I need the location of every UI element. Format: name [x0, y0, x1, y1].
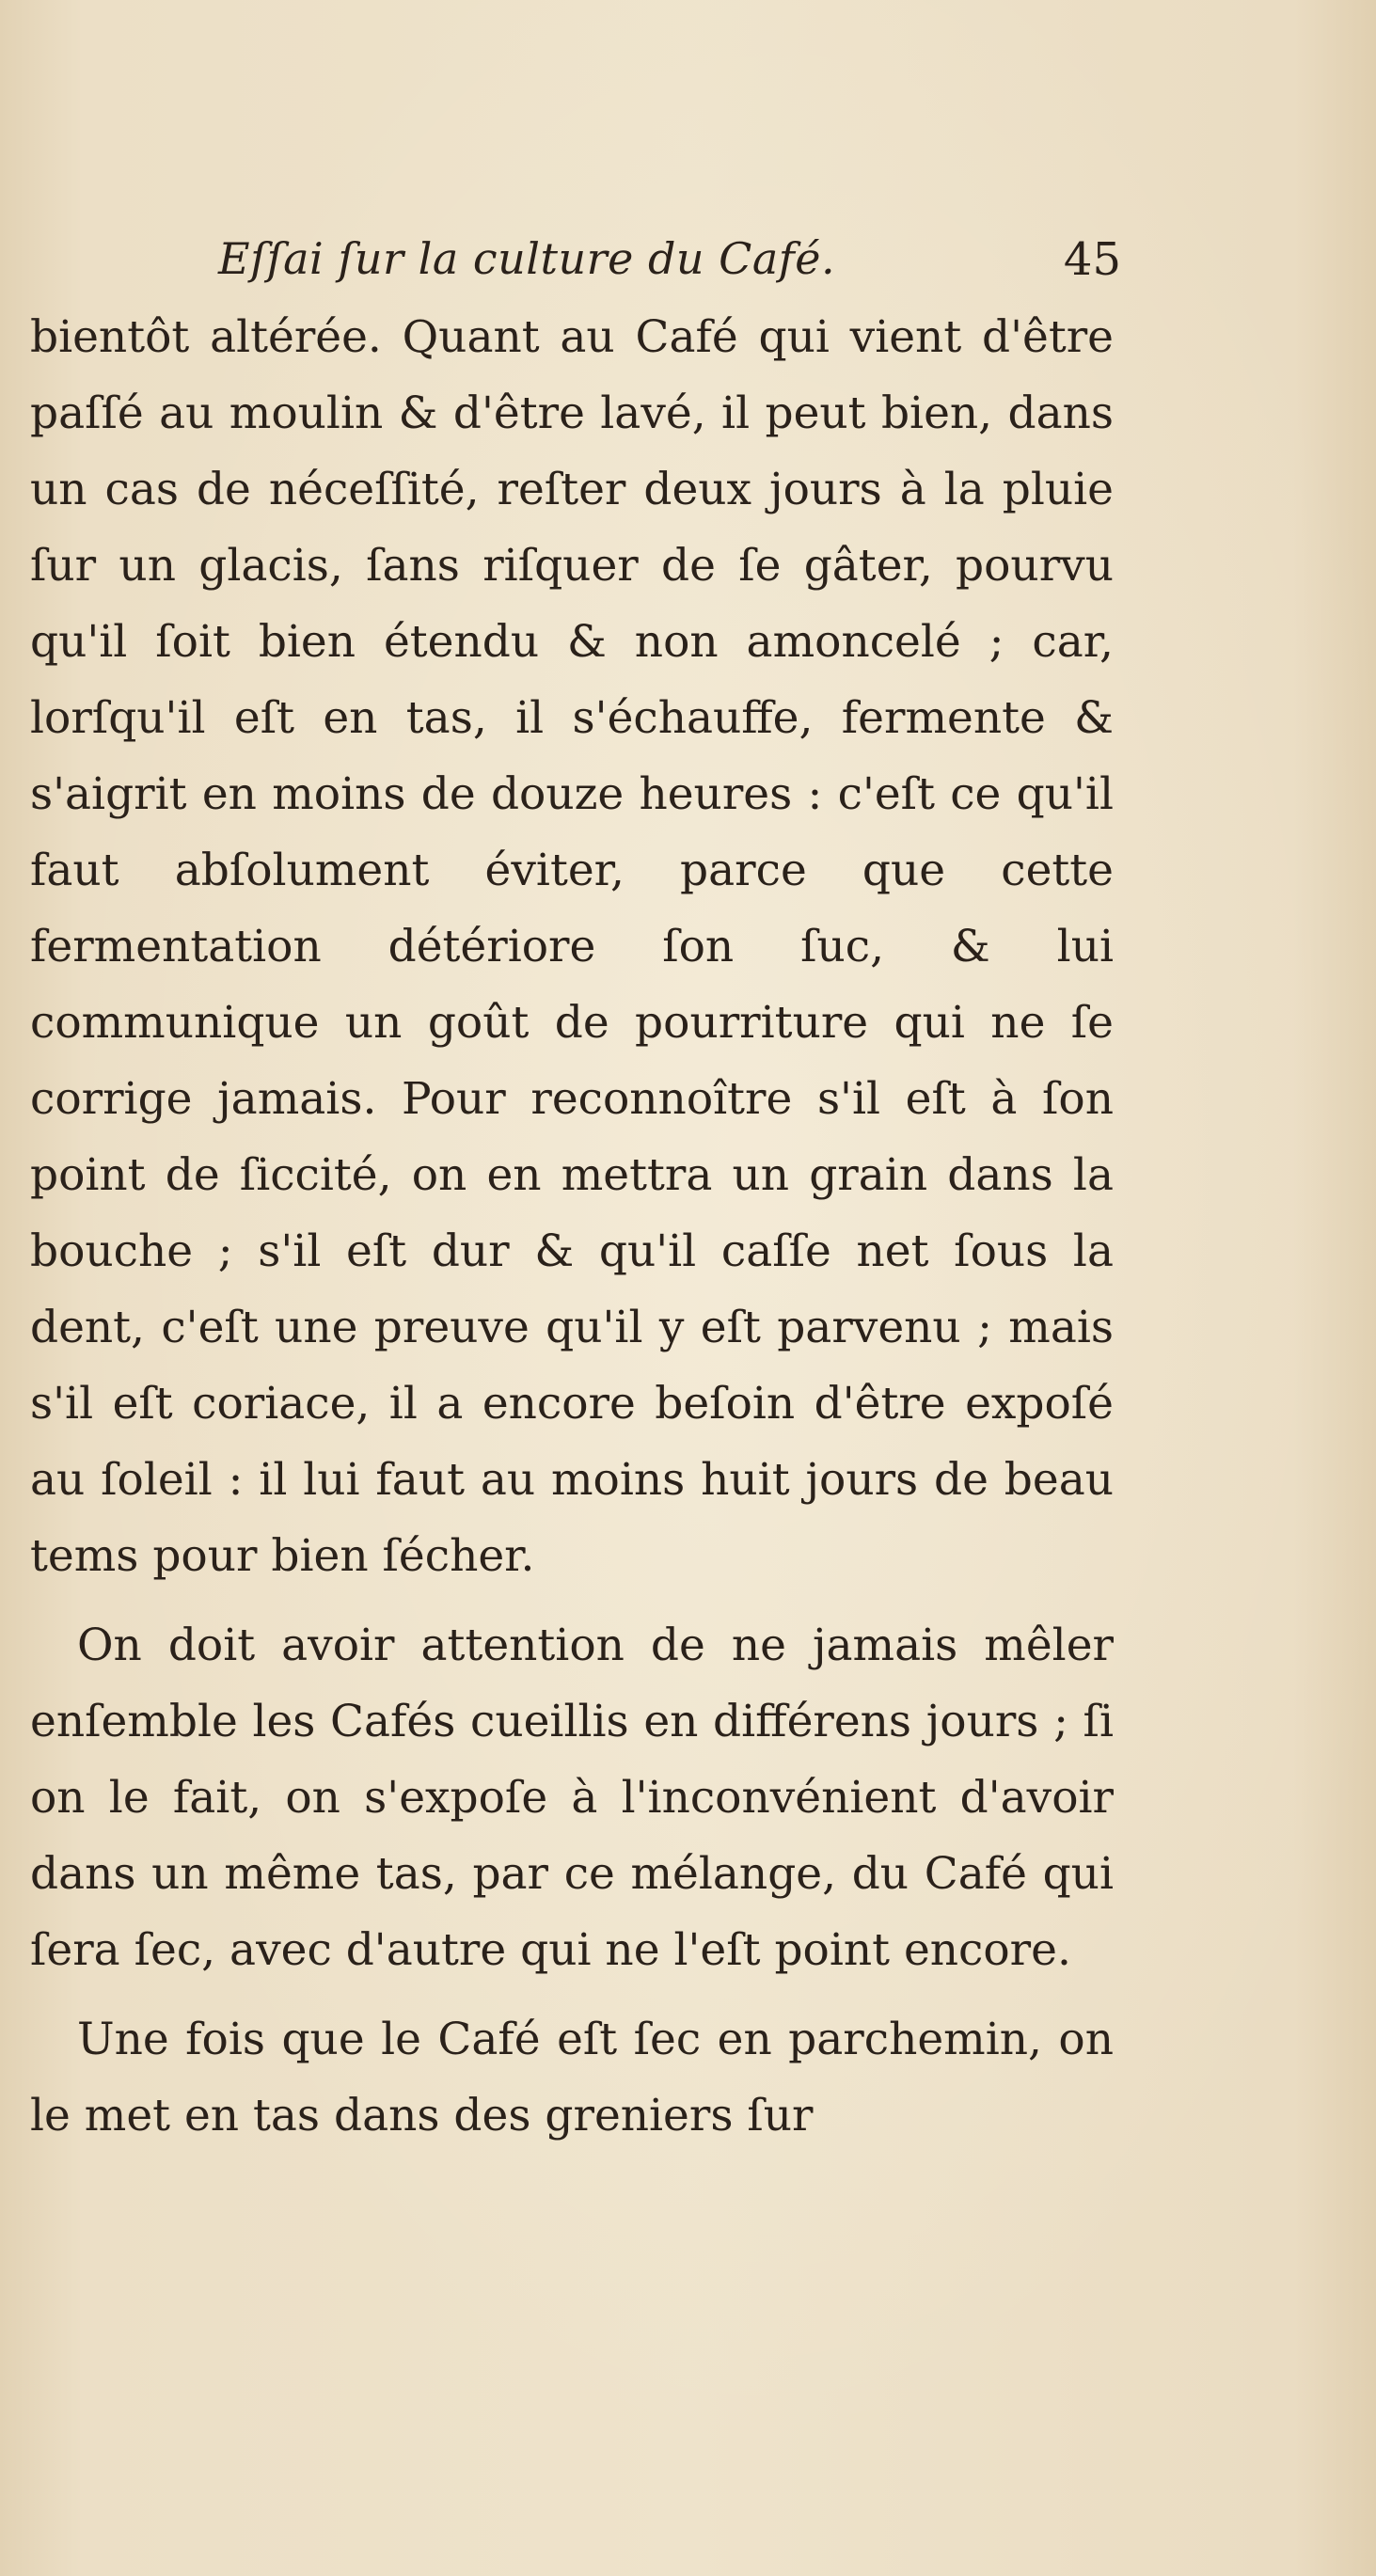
page-header — [218, 233, 1121, 299]
page-number: 45 — [1063, 233, 1121, 286]
paragraph-continued: bientôt altérée. Quant au Café qui vient d'être paſſé au moulin & d'être lavé, il peut bien, dans un cas de néceſſité, reſter deux jours à la pluie ſur un glacis, ſans riſquer de ſe gâter, pourvu qu'il ſoit bien étendu & non amoncelé ; car, lorſqu'il eſt en tas, il s'échauffe, fermente & s'aigrit en moins de douze heures : c'eſt ce qu'il faut abſolument éviter, parce que cette fermentation détériore ſon ſuc, & lui communique un goût de pourriture qui ne ſe corrige jamais. Pour reconnoître s'il eſt à ſon point de ſiccité, on en mettra un grain dans la bouche ; s'il eſt dur & qu'il caſſe net ſous la dent, c'eſt une preuve qu'il y eſt parvenu ; mais s'il eſt coriace, il a encore beſoin d'être expoſé au ſoleil : il lui faut au moins huit jours de beau tems pour bien ſécher. — [30, 311, 1114, 1582]
body-text — [30, 299, 1114, 2167]
running-title: Eſſai ſur la culture du Café. — [218, 233, 836, 284]
paragraph-storage: Une fois que le Café eſt ſec en parchemin, on le met en tas dans des greniers ſur — [30, 2014, 1114, 2141]
paragraph-mixing-harvests: On doit avoir attention de ne jamais mêler enſemble les Cafés cueillis en différens jours ; ſi on le fait, on s'expoſe à l'inconvénient d'avoir dans un même tas, par ce mélange, du Café qui ſera ſec, avec d'autre qui ne l'eſt point encore. — [30, 1620, 1114, 1976]
